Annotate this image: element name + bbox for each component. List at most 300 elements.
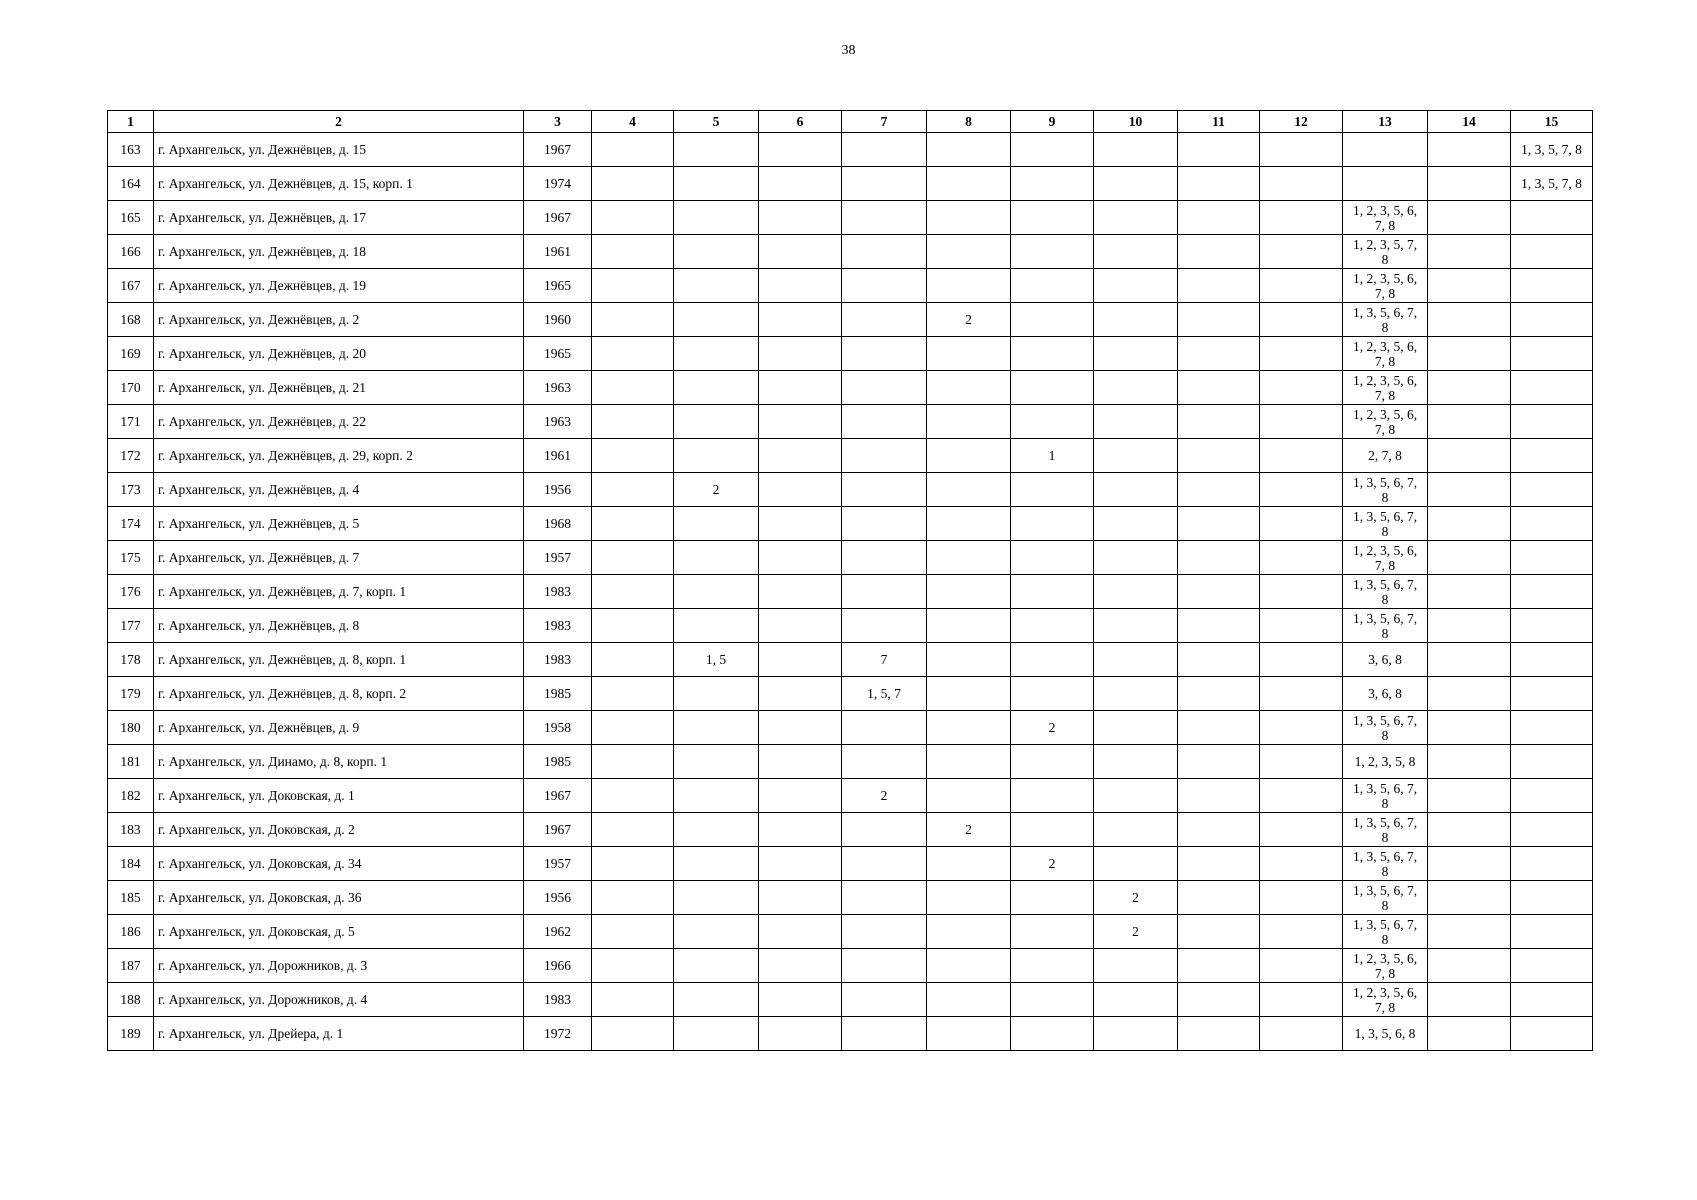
table-cell-col-13: 1, 3, 5, 6, 7, 8 [1343,881,1428,915]
table-cell-col-5 [674,609,759,643]
table-cell-col-8 [927,1017,1011,1051]
table-row [108,201,1593,235]
table-cell-col-10 [1094,133,1178,167]
table-cell-col-6 [759,439,842,473]
table-cell-col-4 [592,711,674,745]
table-cell-col-10 [1094,201,1178,235]
table-cell-col-2: г. Архангельск, ул. Дежнёвцев, д. 17 [154,201,524,235]
table-cell-col-4 [592,133,674,167]
table-cell-col-5: 1, 5 [674,643,759,677]
table-cell-col-7 [842,167,927,201]
table-cell-col-6 [759,745,842,779]
table-cell-col-10 [1094,371,1178,405]
table-cell-col-2: г. Архангельск, ул. Дрейера, д. 1 [154,1017,524,1051]
table-cell-col-6 [759,711,842,745]
table-cell-col-15 [1511,847,1593,881]
table-cell-col-6 [759,507,842,541]
table-cell-col-1: 179 [108,677,154,711]
table-row [108,371,1593,405]
table-cell-col-12 [1260,541,1343,575]
table-cell-col-15 [1511,1017,1593,1051]
table-cell-col-3: 1956 [524,473,592,507]
table-row [108,405,1593,439]
table-cell-col-1: 185 [108,881,154,915]
table-cell-col-3: 1983 [524,643,592,677]
table-cell-col-13: 1, 2, 3, 5, 6, 7, 8 [1343,405,1428,439]
table-cell-col-1: 166 [108,235,154,269]
table-cell-col-10 [1094,439,1178,473]
table-cell-col-8 [927,983,1011,1017]
table-cell-col-11 [1178,235,1260,269]
table-cell-col-2: г. Архангельск, ул. Дежнёвцев, д. 8, корп. 2 [154,677,524,711]
table-row [108,779,1593,813]
table-cell-col-11 [1178,439,1260,473]
table-cell-col-8 [927,269,1011,303]
table-cell-col-15 [1511,915,1593,949]
table-cell-col-9 [1011,983,1094,1017]
table-cell-col-13: 1, 3, 5, 6, 7, 8 [1343,473,1428,507]
table-cell-col-5 [674,813,759,847]
table-cell-col-2: г. Архангельск, ул. Доковская, д. 2 [154,813,524,847]
table-cell-col-12 [1260,371,1343,405]
table-cell-col-10 [1094,711,1178,745]
table-cell-col-3: 1985 [524,677,592,711]
table-cell-col-4 [592,609,674,643]
table-cell-col-12 [1260,711,1343,745]
table-cell-col-7 [842,541,927,575]
table-cell-col-11 [1178,711,1260,745]
table-cell-col-15 [1511,813,1593,847]
table-cell-col-2: г. Архангельск, ул. Дорожников, д. 3 [154,949,524,983]
table-cell-col-8 [927,405,1011,439]
table-cell-col-10 [1094,405,1178,439]
table-cell-col-12 [1260,677,1343,711]
table-cell-col-9 [1011,473,1094,507]
table-cell-col-11 [1178,643,1260,677]
table-cell-col-2: г. Архангельск, ул. Дежнёвцев, д. 19 [154,269,524,303]
table-cell-col-15 [1511,779,1593,813]
table-cell-col-12 [1260,643,1343,677]
table-cell-col-4 [592,677,674,711]
table-cell-col-8 [927,201,1011,235]
table-row [108,983,1593,1017]
table-cell-col-2: г. Архангельск, ул. Дежнёвцев, д. 8 [154,609,524,643]
table-cell-col-6 [759,473,842,507]
table-cell-col-7 [842,473,927,507]
table-header-row [108,111,1593,133]
table-cell-col-14 [1428,745,1511,779]
table-cell-col-9 [1011,949,1094,983]
table-cell-col-15 [1511,745,1593,779]
table-cell-col-14 [1428,405,1511,439]
table-cell-col-1: 178 [108,643,154,677]
table-cell-col-14 [1428,235,1511,269]
table-cell-col-3: 1957 [524,541,592,575]
table-cell-col-15 [1511,473,1593,507]
table-cell-col-4 [592,813,674,847]
column-header-3: 3 [524,111,592,133]
table-cell-col-6 [759,643,842,677]
table-cell-col-13: 1, 3, 5, 6, 7, 8 [1343,915,1428,949]
table-cell-col-6 [759,1017,842,1051]
table-cell-col-9 [1011,779,1094,813]
table-cell-col-5 [674,133,759,167]
table-cell-col-10 [1094,507,1178,541]
table-cell-col-6 [759,779,842,813]
table-cell-col-1: 181 [108,745,154,779]
column-header-8: 8 [927,111,1011,133]
table-cell-col-15: 1, 3, 5, 7, 8 [1511,167,1593,201]
table-row [108,949,1593,983]
table-cell-col-10: 2 [1094,881,1178,915]
table-cell-col-14 [1428,983,1511,1017]
table-cell-col-6 [759,133,842,167]
table-cell-col-5 [674,847,759,881]
table-cell-col-3: 1960 [524,303,592,337]
table-cell-col-11 [1178,133,1260,167]
table-cell-col-8 [927,371,1011,405]
table-cell-col-10 [1094,983,1178,1017]
table-cell-col-7 [842,711,927,745]
table-cell-col-14 [1428,779,1511,813]
table-cell-col-9: 2 [1011,847,1094,881]
table-cell-col-4 [592,915,674,949]
table-row [108,575,1593,609]
table-cell-col-4 [592,779,674,813]
table-cell-col-14 [1428,133,1511,167]
table-cell-col-1: 174 [108,507,154,541]
table-cell-col-5 [674,405,759,439]
table-cell-col-7 [842,949,927,983]
table-row [108,677,1593,711]
table-cell-col-9 [1011,269,1094,303]
table-cell-col-5 [674,507,759,541]
table-cell-col-12 [1260,915,1343,949]
table-cell-col-6 [759,303,842,337]
table-cell-col-6 [759,949,842,983]
table-cell-col-6 [759,405,842,439]
table-cell-col-14 [1428,201,1511,235]
table-cell-col-2: г. Архангельск, ул. Дорожников, д. 4 [154,983,524,1017]
table-cell-col-13: 1, 2, 3, 5, 6, 7, 8 [1343,949,1428,983]
table-cell-col-6 [759,371,842,405]
table-cell-col-6 [759,235,842,269]
table-row [108,439,1593,473]
table-cell-col-4 [592,507,674,541]
table-cell-col-1: 167 [108,269,154,303]
table-cell-col-2: г. Архангельск, ул. Дежнёвцев, д. 8, корп. 1 [154,643,524,677]
buildings-table [107,110,1593,1051]
table-cell-col-11 [1178,337,1260,371]
table-cell-col-11 [1178,269,1260,303]
table-cell-col-13: 1, 3, 5, 6, 7, 8 [1343,847,1428,881]
table-cell-col-7 [842,983,927,1017]
table-cell-col-15 [1511,541,1593,575]
table-row [108,711,1593,745]
table-cell-col-13: 1, 3, 5, 6, 7, 8 [1343,303,1428,337]
table-cell-col-14 [1428,847,1511,881]
table-cell-col-5 [674,269,759,303]
table-cell-col-11 [1178,473,1260,507]
table-cell-col-3: 1968 [524,507,592,541]
table-cell-col-14 [1428,915,1511,949]
table-row [108,609,1593,643]
table-cell-col-13: 1, 2, 3, 5, 6, 7, 8 [1343,983,1428,1017]
table-cell-col-8 [927,643,1011,677]
table-cell-col-6 [759,575,842,609]
table-cell-col-8 [927,235,1011,269]
table-cell-col-8 [927,167,1011,201]
table-cell-col-14 [1428,643,1511,677]
table-cell-col-5 [674,167,759,201]
table-cell-col-7 [842,609,927,643]
table-cell-col-14 [1428,575,1511,609]
column-header-10: 10 [1094,111,1178,133]
table-cell-col-6 [759,847,842,881]
table-cell-col-6 [759,269,842,303]
table-cell-col-12 [1260,167,1343,201]
table-cell-col-12 [1260,813,1343,847]
table-cell-col-11 [1178,575,1260,609]
table-cell-col-3: 1965 [524,269,592,303]
table-cell-col-3: 1985 [524,745,592,779]
table-body [108,133,1593,1051]
table-cell-col-7 [842,405,927,439]
table-cell-col-5 [674,201,759,235]
table-cell-col-1: 170 [108,371,154,405]
table-cell-col-1: 176 [108,575,154,609]
table-cell-col-2: г. Архангельск, ул. Доковская, д. 34 [154,847,524,881]
table-cell-col-3: 1967 [524,133,592,167]
table-cell-col-2: г. Архангельск, ул. Дежнёвцев, д. 22 [154,405,524,439]
table-cell-col-1: 186 [108,915,154,949]
table-cell-col-8 [927,609,1011,643]
table-cell-col-2: г. Архангельск, ул. Дежнёвцев, д. 18 [154,235,524,269]
table-cell-col-10 [1094,745,1178,779]
table-row [108,847,1593,881]
table-cell-col-11 [1178,949,1260,983]
table-cell-col-3: 1963 [524,371,592,405]
table-cell-col-8 [927,677,1011,711]
table-cell-col-10 [1094,847,1178,881]
table-cell-col-6 [759,983,842,1017]
table-cell-col-13: 1, 3, 5, 6, 8 [1343,1017,1428,1051]
table-cell-col-3: 1962 [524,915,592,949]
table-cell-col-15 [1511,881,1593,915]
table-cell-col-1: 175 [108,541,154,575]
table-cell-col-13: 1, 2, 3, 5, 6, 7, 8 [1343,541,1428,575]
table-cell-col-15 [1511,575,1593,609]
table-cell-col-3: 1983 [524,609,592,643]
table-cell-col-8 [927,575,1011,609]
table-row [108,337,1593,371]
table-cell-col-7: 2 [842,779,927,813]
table-cell-col-8 [927,473,1011,507]
table-cell-col-14 [1428,541,1511,575]
column-header-15: 15 [1511,111,1593,133]
table-row [108,881,1593,915]
table-cell-col-14 [1428,303,1511,337]
table-cell-col-6 [759,541,842,575]
table-cell-col-13: 1, 2, 3, 5, 6, 7, 8 [1343,371,1428,405]
table-cell-col-11 [1178,915,1260,949]
table-cell-col-5 [674,303,759,337]
table-cell-col-10 [1094,269,1178,303]
table-cell-col-12 [1260,439,1343,473]
table-cell-col-10 [1094,235,1178,269]
table-row [108,303,1593,337]
table-cell-col-13: 2, 7, 8 [1343,439,1428,473]
table-cell-col-15 [1511,337,1593,371]
table-cell-col-6 [759,609,842,643]
table-cell-col-13: 1, 2, 3, 5, 6, 7, 8 [1343,201,1428,235]
table-cell-col-8: 2 [927,303,1011,337]
table-cell-col-10 [1094,303,1178,337]
table-cell-col-12 [1260,201,1343,235]
table-cell-col-3: 1967 [524,201,592,235]
column-header-4: 4 [592,111,674,133]
table-cell-col-9 [1011,575,1094,609]
table-cell-col-4 [592,643,674,677]
table-cell-col-4 [592,575,674,609]
page-number: 38 [841,43,856,58]
table-row [108,133,1593,167]
table-cell-col-8 [927,745,1011,779]
table-cell-col-15 [1511,677,1593,711]
table-cell-col-15: 1, 3, 5, 7, 8 [1511,133,1593,167]
table-cell-col-4 [592,473,674,507]
table-cell-col-10 [1094,541,1178,575]
table-cell-col-5 [674,439,759,473]
table-cell-col-5 [674,541,759,575]
table-cell-col-3: 1966 [524,949,592,983]
table-cell-col-12 [1260,779,1343,813]
table-cell-col-7 [842,745,927,779]
table-cell-col-3: 1961 [524,439,592,473]
table-cell-col-2: г. Архангельск, ул. Дежнёвцев, д. 7 [154,541,524,575]
table-cell-col-15 [1511,983,1593,1017]
table-cell-col-4 [592,745,674,779]
table-cell-col-10 [1094,575,1178,609]
table-cell-col-3: 1963 [524,405,592,439]
table-cell-col-9 [1011,371,1094,405]
table-cell-col-4 [592,405,674,439]
table-cell-col-10: 2 [1094,915,1178,949]
table-cell-col-3: 1958 [524,711,592,745]
table-cell-col-1: 164 [108,167,154,201]
table-cell-col-4 [592,881,674,915]
table-cell-col-7 [842,439,927,473]
table-cell-col-1: 182 [108,779,154,813]
table-cell-col-6 [759,915,842,949]
table-cell-col-14 [1428,609,1511,643]
table-row [108,235,1593,269]
table-cell-col-3: 1961 [524,235,592,269]
table-cell-col-12 [1260,983,1343,1017]
table-cell-col-9 [1011,133,1094,167]
table-cell-col-10 [1094,1017,1178,1051]
table-row [108,643,1593,677]
table-cell-col-12 [1260,881,1343,915]
table-cell-col-11 [1178,201,1260,235]
table-cell-col-9 [1011,643,1094,677]
table-cell-col-13: 1, 2, 3, 5, 6, 7, 8 [1343,337,1428,371]
table-cell-col-11 [1178,1017,1260,1051]
table-cell-col-8 [927,881,1011,915]
table-cell-col-15 [1511,405,1593,439]
table-cell-col-14 [1428,677,1511,711]
table-cell-col-14 [1428,949,1511,983]
table-cell-col-14 [1428,269,1511,303]
table-cell-col-7 [842,575,927,609]
table-row [108,507,1593,541]
table-cell-col-13 [1343,133,1428,167]
table-cell-col-9: 1 [1011,439,1094,473]
table-cell-col-10 [1094,677,1178,711]
table-cell-col-11 [1178,371,1260,405]
table-cell-col-10 [1094,779,1178,813]
table-cell-col-2: г. Архангельск, ул. Доковская, д. 1 [154,779,524,813]
table-cell-col-10 [1094,609,1178,643]
table-cell-col-14 [1428,371,1511,405]
table-cell-col-15 [1511,609,1593,643]
table-cell-col-2: г. Архангельск, ул. Дежнёвцев, д. 15, корп. 1 [154,167,524,201]
table-cell-col-2: г. Архангельск, ул. Дежнёвцев, д. 5 [154,507,524,541]
table-cell-col-12 [1260,609,1343,643]
table-cell-col-12 [1260,405,1343,439]
table-cell-col-13: 1, 3, 5, 6, 7, 8 [1343,711,1428,745]
table-cell-col-11 [1178,745,1260,779]
column-header-7: 7 [842,111,927,133]
table-cell-col-5 [674,779,759,813]
table-cell-col-11 [1178,677,1260,711]
table-row [108,473,1593,507]
table-row [108,269,1593,303]
table-cell-col-3: 1965 [524,337,592,371]
table-cell-col-14 [1428,813,1511,847]
table-cell-col-9 [1011,405,1094,439]
table-cell-col-1: 173 [108,473,154,507]
table-cell-col-7 [842,371,927,405]
table-cell-col-5 [674,881,759,915]
column-header-13: 13 [1343,111,1428,133]
table-cell-col-4 [592,235,674,269]
table-cell-col-12 [1260,949,1343,983]
table-cell-col-1: 189 [108,1017,154,1051]
table-cell-col-2: г. Архангельск, ул. Дежнёвцев, д. 21 [154,371,524,405]
table-cell-col-15 [1511,371,1593,405]
table-cell-col-11 [1178,609,1260,643]
table-cell-col-2: г. Архангельск, ул. Дежнёвцев, д. 4 [154,473,524,507]
table-cell-col-14 [1428,337,1511,371]
table-cell-col-5: 2 [674,473,759,507]
table-cell-col-14 [1428,881,1511,915]
table-cell-col-8 [927,915,1011,949]
column-header-5: 5 [674,111,759,133]
table-cell-col-13: 1, 3, 5, 6, 7, 8 [1343,575,1428,609]
table-cell-col-15 [1511,507,1593,541]
table-cell-col-4 [592,371,674,405]
table-cell-col-4 [592,541,674,575]
table-cell-col-1: 163 [108,133,154,167]
table-cell-col-5 [674,1017,759,1051]
table-cell-col-11 [1178,983,1260,1017]
table-cell-col-9 [1011,507,1094,541]
table-cell-col-1: 169 [108,337,154,371]
table-cell-col-12 [1260,575,1343,609]
table-cell-col-1: 171 [108,405,154,439]
table-cell-col-7: 1, 5, 7 [842,677,927,711]
